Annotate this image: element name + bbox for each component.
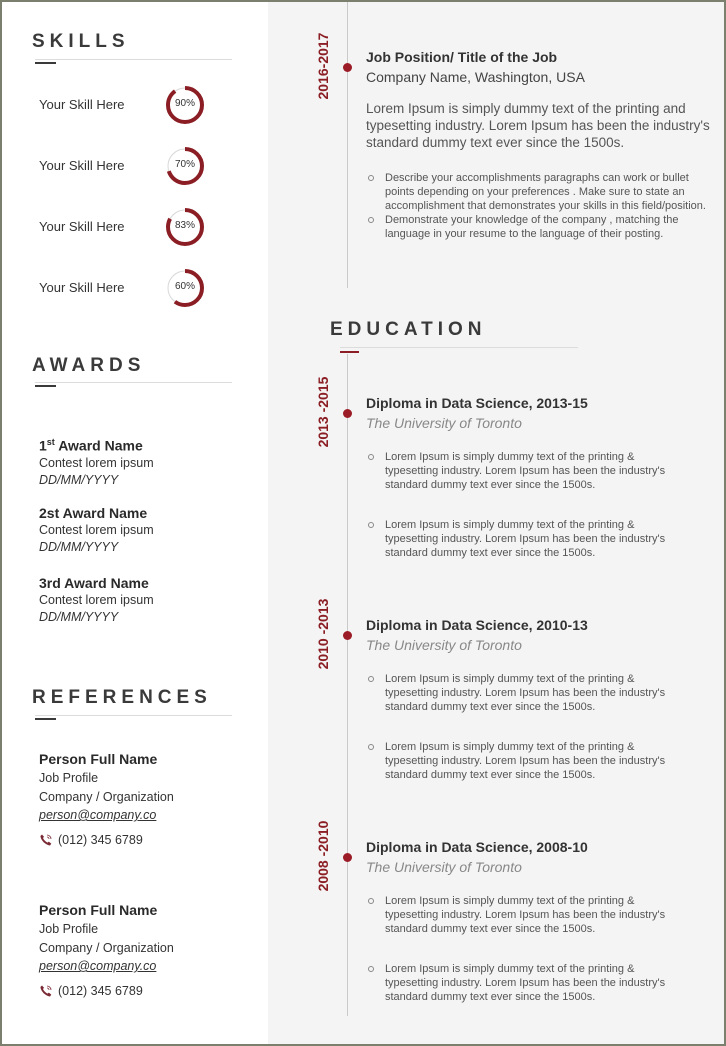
award-name: 2st Award Name bbox=[39, 505, 148, 521]
reference-phone-number: (012) 345 6789 bbox=[58, 833, 143, 847]
degree-title: Diploma in Data Science, 2008-10 bbox=[366, 839, 588, 855]
reference-name: Person Full Name bbox=[39, 902, 158, 918]
education-years: 2010 -2013 bbox=[315, 598, 331, 670]
skill-label: Your Skill Here bbox=[39, 219, 125, 234]
reference-phone bbox=[39, 831, 249, 849]
education-years: 2013 -2015 bbox=[315, 376, 331, 448]
skill-progress-ring bbox=[165, 146, 205, 186]
awards-rule bbox=[35, 382, 232, 383]
timeline-line bbox=[347, 2, 348, 288]
award-date: DD/MM/YYYY bbox=[39, 540, 119, 554]
degree-title: Diploma in Data Science, 2010-13 bbox=[366, 617, 588, 633]
education-bullet: Lorem Ipsum is simply dummy text of the printing & typesetting industry. Lorem Ipsum has been the industry's standard dummy text ever since the 1500s. bbox=[366, 894, 685, 936]
reference-item bbox=[39, 900, 249, 1000]
skill-percent: 70% bbox=[174, 159, 195, 170]
award-contest: Contest lorem ipsum bbox=[39, 523, 154, 537]
experience-entry bbox=[366, 47, 716, 241]
award-date: DD/MM/YYYY bbox=[39, 472, 119, 487]
education-bullet: Lorem Ipsum is simply dummy text of the printing & typesetting industry. Lorem Ipsum has been the industry's standard dummy text ever since the 1500s. bbox=[366, 672, 685, 714]
main-column bbox=[268, 2, 724, 1044]
award-item bbox=[39, 504, 239, 556]
education-bullet: Lorem Ipsum is simply dummy text of the printing & typesetting industry. Lorem Ipsum has been the industry's standard dummy text ever since the 1500s. bbox=[366, 450, 685, 492]
phone-icon bbox=[39, 984, 53, 998]
awards-accent-line bbox=[35, 385, 56, 387]
award-contest: Contest lorem ipsum bbox=[39, 455, 154, 470]
education-bullet: Lorem Ipsum is simply dummy text of the printing & typesetting industry. Lorem Ipsum has been the industry's standard dummy text ever since the 1500s. bbox=[366, 518, 685, 560]
job-bullet: Describe your accomplishments paragraphs can work or bullet points depending on your preferences . Make sure to state an accomplishment that demonstrates your skills in this field/position. bbox=[366, 171, 716, 213]
skill-item bbox=[39, 85, 239, 125]
job-title: Job Position/ Title of the Job bbox=[366, 49, 558, 65]
references-rule bbox=[35, 715, 232, 716]
education-years: 2008 -2010 bbox=[315, 820, 331, 892]
education-bullets bbox=[366, 672, 716, 782]
award-contest: Contest lorem ipsum bbox=[39, 593, 154, 607]
skill-item bbox=[39, 207, 239, 247]
school-name: The University of Toronto bbox=[366, 637, 522, 653]
skills-rule bbox=[35, 59, 232, 60]
skill-progress-ring bbox=[165, 85, 205, 125]
education-bullets bbox=[366, 894, 716, 1004]
award-item bbox=[39, 433, 239, 489]
job-description: Lorem Ipsum is simply dummy text of the printing and typesetting industry. Lorem Ipsum has been the industry's standard dummy text ever since the 1500s. bbox=[366, 101, 710, 150]
education-entry bbox=[366, 837, 716, 1004]
education-rule bbox=[340, 347, 578, 348]
awards-title: AWARDS bbox=[32, 355, 146, 376]
education-accent-line bbox=[340, 351, 359, 353]
skill-progress-ring bbox=[165, 268, 205, 308]
reference-job: Job Profile bbox=[39, 771, 99, 785]
job-bullet: Demonstrate your knowledge of the company , matching the language in your resume to the language of their posting. bbox=[366, 213, 716, 241]
reference-email-link[interactable]: person@company.co bbox=[39, 808, 157, 822]
education-bullet: Lorem Ipsum is simply dummy text of the printing & typesetting industry. Lorem Ipsum has been the industry's standard dummy text ever since the 1500s. bbox=[366, 962, 685, 1004]
award-date: DD/MM/YYYY bbox=[39, 610, 119, 624]
skill-percent: 83% bbox=[174, 220, 195, 231]
award-name: 1st Award Name bbox=[39, 437, 143, 454]
school-name: The University of Toronto bbox=[366, 859, 522, 875]
references-accent-line bbox=[35, 718, 56, 720]
reference-company: Company / Organization bbox=[39, 790, 174, 804]
reference-item bbox=[39, 749, 249, 849]
skill-item bbox=[39, 268, 239, 308]
education-bullets bbox=[366, 450, 716, 560]
job-bullets bbox=[366, 171, 716, 241]
award-name: 3rd Award Name bbox=[39, 575, 149, 591]
education-entry bbox=[366, 393, 716, 560]
skills-title: SKILLS bbox=[32, 31, 130, 52]
phone-icon bbox=[39, 833, 53, 847]
skill-label: Your Skill Here bbox=[39, 280, 125, 295]
reference-phone-number: (012) 345 6789 bbox=[58, 984, 143, 998]
timeline-dot bbox=[343, 409, 352, 418]
skill-label: Your Skill Here bbox=[39, 158, 125, 173]
degree-title: Diploma in Data Science, 2013-15 bbox=[366, 395, 588, 411]
reference-phone bbox=[39, 982, 249, 1000]
timeline-dot bbox=[343, 631, 352, 640]
reference-email-link[interactable]: person@company.co bbox=[39, 959, 157, 973]
reference-job: Job Profile bbox=[39, 922, 99, 936]
skill-percent: 90% bbox=[174, 98, 195, 109]
skills-accent-line bbox=[35, 62, 56, 64]
reference-name: Person Full Name bbox=[39, 751, 158, 767]
award-item bbox=[39, 574, 239, 626]
education-entry bbox=[366, 615, 716, 782]
education-bullet: Lorem Ipsum is simply dummy text of the printing & typesetting industry. Lorem Ipsum has been the industry's standard dummy text ever since the 1500s. bbox=[366, 740, 685, 782]
experience-years: 2016-2017 bbox=[315, 32, 331, 100]
timeline-dot bbox=[343, 63, 352, 72]
references-title: REFERENCES bbox=[32, 687, 212, 708]
education-title: EDUCATION bbox=[330, 319, 487, 340]
skill-percent: 60% bbox=[174, 281, 195, 292]
timeline-dot bbox=[343, 853, 352, 862]
school-name: The University of Toronto bbox=[366, 415, 522, 431]
skill-progress-ring bbox=[165, 207, 205, 247]
timeline-line bbox=[347, 354, 348, 1016]
company-name: Company Name, Washington, USA bbox=[366, 69, 585, 85]
sidebar bbox=[2, 2, 268, 1044]
skill-item bbox=[39, 146, 239, 186]
reference-company: Company / Organization bbox=[39, 941, 174, 955]
skill-label: Your Skill Here bbox=[39, 97, 125, 112]
